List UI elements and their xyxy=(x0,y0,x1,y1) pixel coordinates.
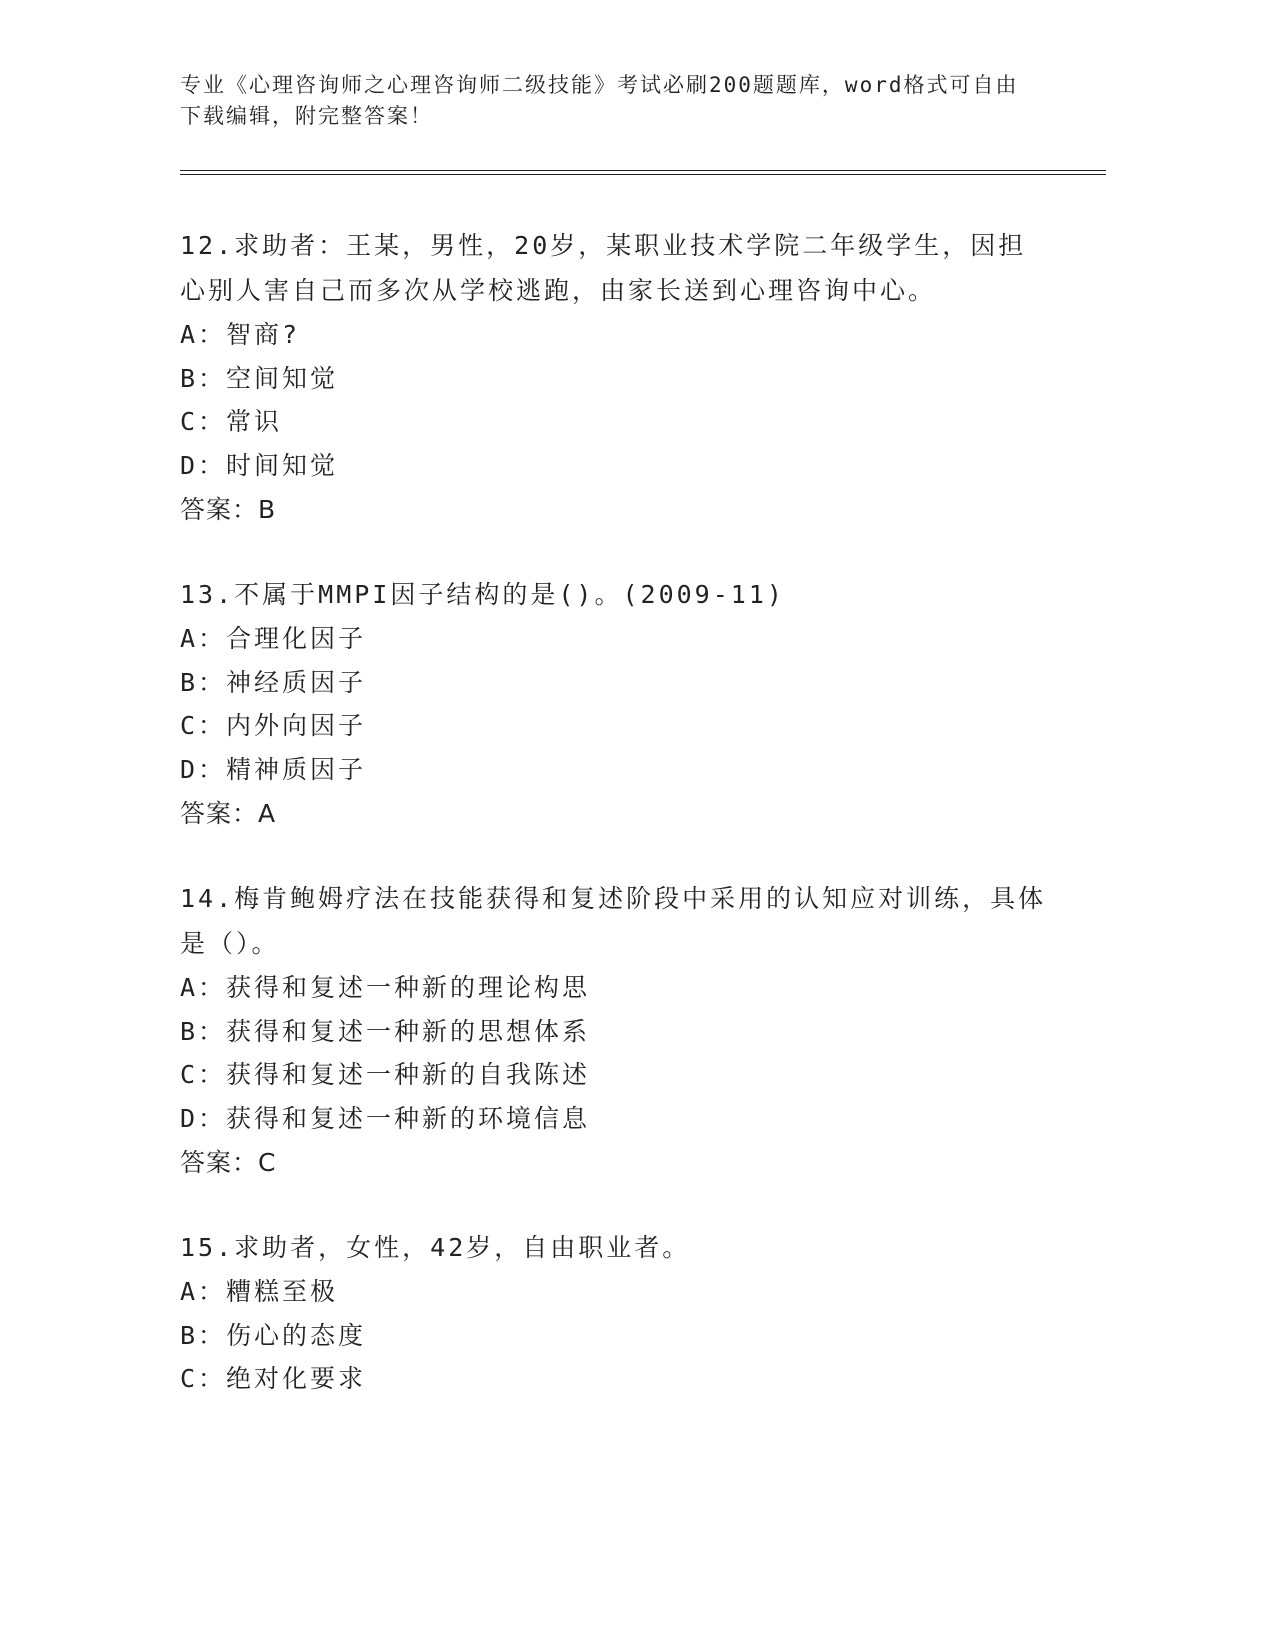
header-divider-top xyxy=(180,170,1106,171)
answer-line: 答案：C xyxy=(180,1148,277,1177)
option-d: D：时间知觉 xyxy=(180,450,339,480)
option-d: D：精神质因子 xyxy=(180,754,367,784)
document-header: 专业《心理咨询师之心理咨询师二级技能》考试必刷200题题库，word格式可自由下载编辑，附完整答案！ xyxy=(180,73,1019,128)
header-divider-bottom xyxy=(180,174,1106,175)
option-d: D：获得和复述一种新的环境信息 xyxy=(180,1103,591,1133)
option-c: C：绝对化要求 xyxy=(180,1364,367,1393)
question-stem: 12.求助者：王某，男性，20岁，某职业技术学院二年级学生，因担心别人害自己而多次从学校逃跑，由家长送到心理咨询中心。 xyxy=(180,231,1027,305)
option-c: C：常识 xyxy=(180,407,283,436)
question-15 xyxy=(180,1225,1050,1401)
option-c: C：内外向因子 xyxy=(180,711,367,740)
question-12 xyxy=(180,223,1050,532)
question-stem: 15.求助者，女性，42岁，自由职业者。 xyxy=(180,1233,691,1262)
option-a: A：智商? xyxy=(180,320,301,349)
question-13 xyxy=(180,572,1050,836)
option-a: A：获得和复述一种新的理论构思 xyxy=(180,973,591,1002)
question-14 xyxy=(180,876,1050,1185)
answer-line: 答案：B xyxy=(180,495,277,524)
option-b: B：空间知觉 xyxy=(180,363,339,393)
option-b: B：获得和复述一种新的思想体系 xyxy=(180,1016,591,1046)
question-stem: 13.不属于MMPI因子结构的是()。(2009-11) xyxy=(180,580,785,609)
option-c: C：获得和复述一种新的自我陈述 xyxy=(180,1060,591,1089)
question-stem: 14.梅肯鲍姆疗法在技能获得和复述阶段中采用的认知应对训练，具体是（）。 xyxy=(180,884,1047,958)
option-a: A：合理化因子 xyxy=(180,624,367,653)
option-a: A：糟糕至极 xyxy=(180,1277,339,1306)
option-b: B：伤心的态度 xyxy=(180,1320,367,1350)
option-b: B：神经质因子 xyxy=(180,667,367,697)
answer-line: 答案：A xyxy=(180,799,277,828)
